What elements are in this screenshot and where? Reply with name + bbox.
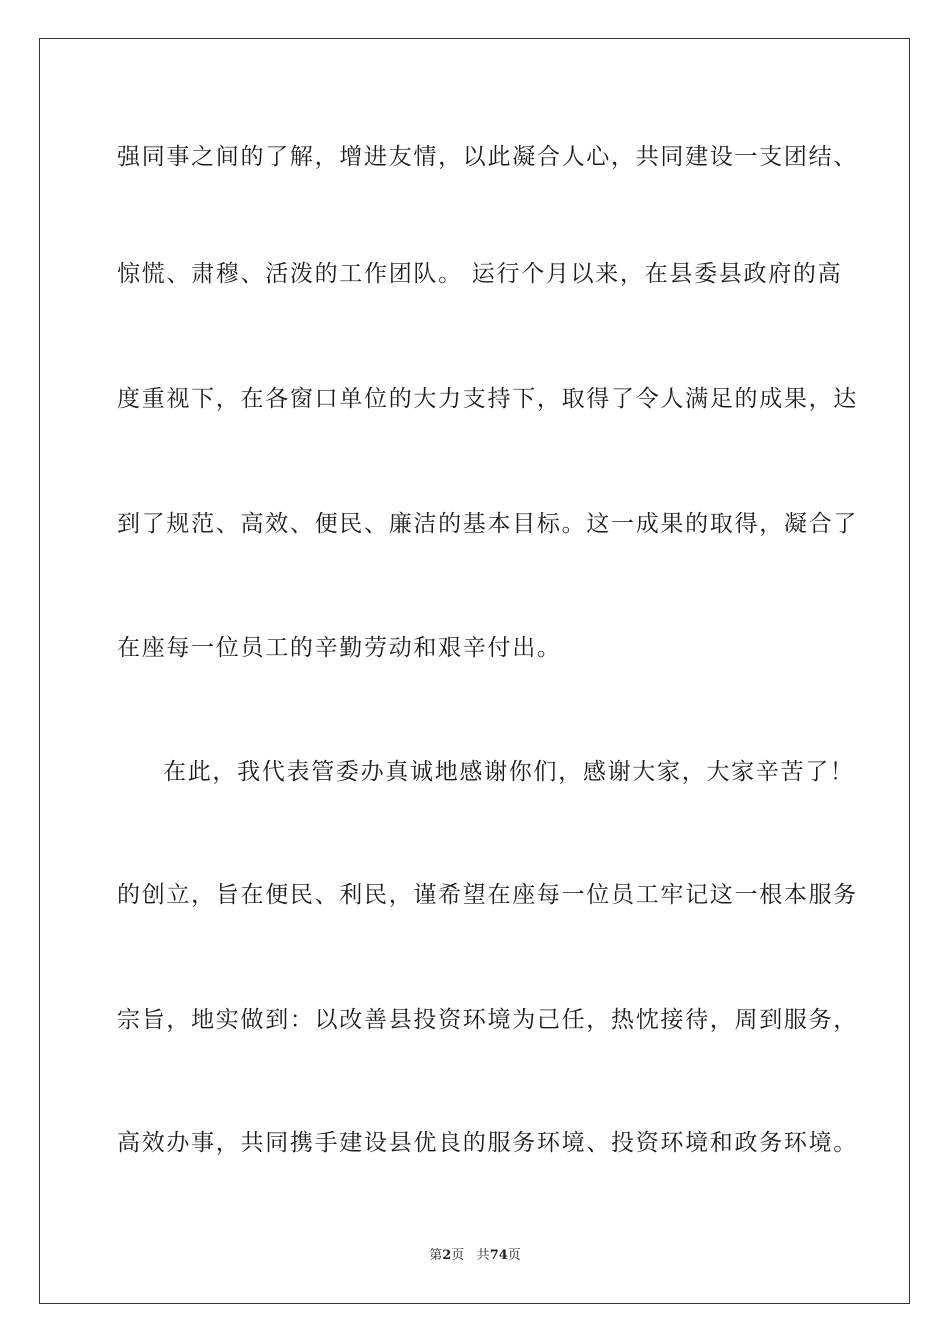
body-line-9: 高效办事，共同携手建设县优良的服务环境、投资环境和政务环境。: [117, 1130, 858, 1156]
footer-total-prefix: 共: [476, 1248, 490, 1263]
body-line-3: 度重视下，在各窗口单位的大力支持下，取得了令人满足的成果，达: [117, 386, 858, 412]
page-border: [39, 38, 910, 1304]
body-line-2: 惊慌、肃穆、活泼的工作团队。 运行个月以来，在县委县政府的高: [117, 261, 843, 287]
body-line-1: 强同事之间的了解，增进友情，以此凝合人心，共同建设一支团结、: [117, 144, 858, 170]
body-line-6-paragraph-start: 在此，我代表管委办真诚地感谢你们，感谢大家，大家辛苦了！: [163, 759, 855, 785]
footer-page-number: 2: [442, 1248, 452, 1263]
footer-page-prefix: 第: [429, 1248, 443, 1263]
footer-page-suffix: 页: [451, 1248, 465, 1263]
page-footer: [0, 1248, 950, 1264]
body-line-4: 到了规范、高效、便民、廉洁的基本目标。这一成果的取得，凝合了: [117, 511, 858, 537]
footer-total-suffix: 页: [507, 1248, 521, 1263]
body-line-8: 宗旨，地实做到：以改善县投资环境为己任，热忱接待，周到服务，: [117, 1007, 858, 1033]
footer-total-pages: 74: [489, 1248, 508, 1263]
body-line-5: 在座每一位员工的辛勤劳动和艰辛付出。: [117, 635, 562, 661]
body-line-7: 的创立，旨在便民、利民，谨希望在座每一位员工牢记这一根本服务: [117, 882, 858, 908]
